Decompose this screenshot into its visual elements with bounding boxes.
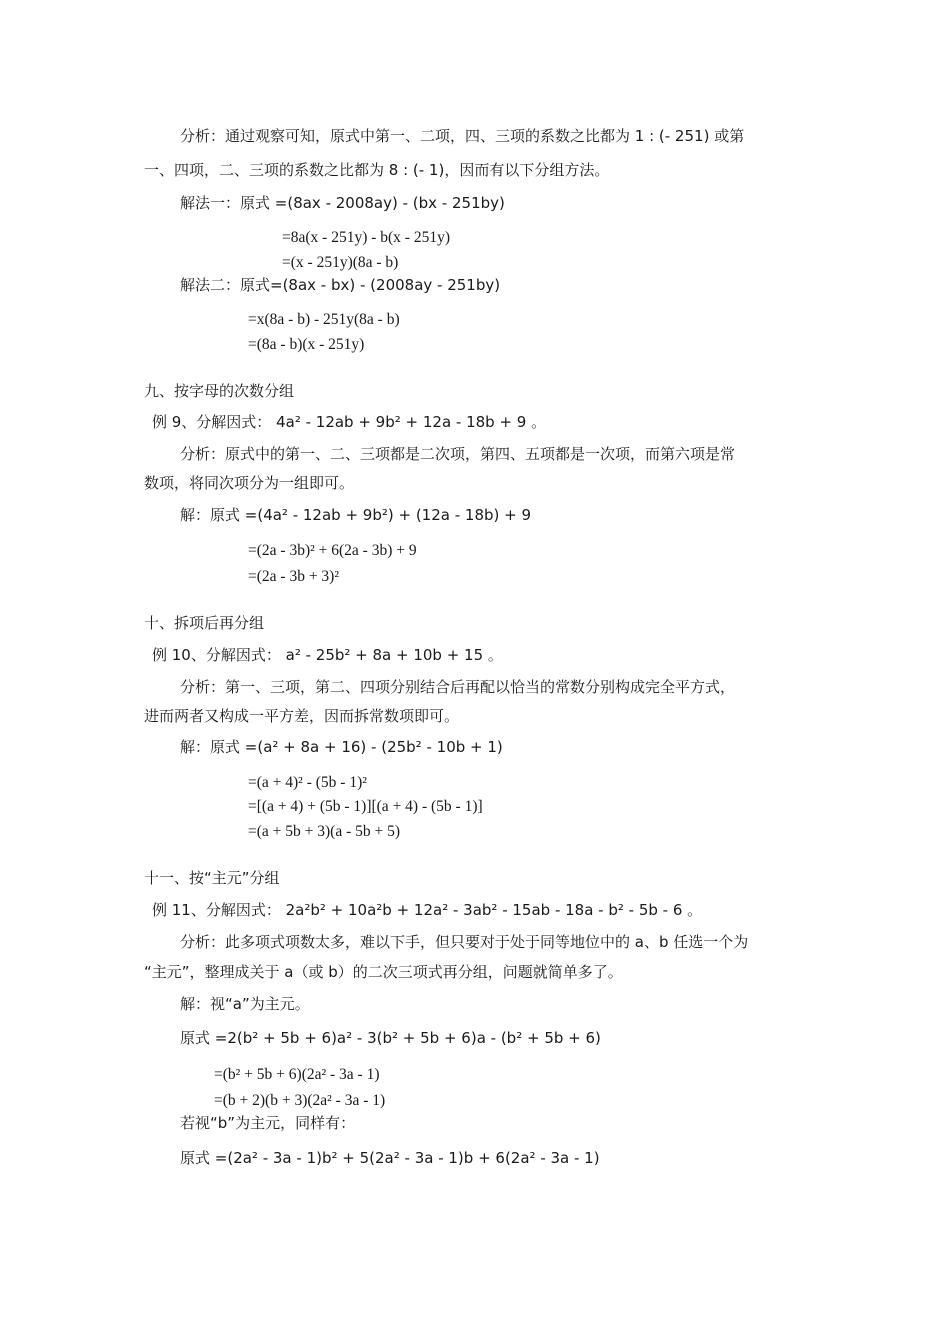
example-11: 例 11、分解因式： 2a²b² + 10a²b + 12a² - 3ab² - 15ab - 18a - b² - 5b - 6 。 — [152, 901, 703, 919]
solution-9-step-2: =(2a - 3b + 3)² — [248, 568, 339, 585]
analysis-9-line-2: 数项，将同次项分为一组即可。 — [144, 474, 355, 492]
alternative-main-variable: 若视“b”为主元，同样有： — [180, 1114, 356, 1132]
method-one-step-1: =8a(x - 251y) - b(x - 251y) — [282, 229, 451, 246]
method-two-line: 解法二：原式=(8ax - bx) - (2008ay - 251by) — [180, 276, 501, 294]
section-heading-10: 十、拆项后再分组 — [144, 614, 265, 632]
section-heading-9: 九、按字母的次数分组 — [144, 382, 295, 400]
solution-10-step-2: =[(a + 4) + (5b - 1)][(a + 4) - (5b - 1)] — [248, 798, 483, 815]
analysis-9-line-1: 分析：原式中的第一、二、三项都是二次项，第四、五项都是一次项，而第六项是常 — [180, 445, 736, 463]
solution-11-step-3: =(b + 2)(b + 3)(2a² - 3a - 1) — [214, 1092, 386, 1109]
analysis-10-line-2: 进而两者又构成一平方差，因而拆常数项即可。 — [144, 707, 460, 725]
method-two-step-1: =x(8a - b) - 251y(8a - b) — [248, 311, 400, 328]
analysis-line-2: 一、四项，二、三项的系数之比都为 8 : (- 1)，因而有以下分组方法。 — [144, 161, 610, 179]
section-heading-11: 十一、按“主元”分组 — [144, 869, 280, 887]
solution-10-line: 解：原式 =(a² + 8a + 16) - (25b² - 10b + 1) — [180, 738, 503, 756]
method-two-step-2: =(8a - b)(x - 251y) — [248, 336, 365, 353]
example-10: 例 10、分解因式： a² - 25b² + 8a + 10b + 15 。 — [152, 646, 503, 664]
analysis-11-line-2: “主元”，整理成关于 a（或 b）的二次三项式再分组，问题就简单多了。 — [144, 963, 623, 981]
solution-11-step-1: 原式 =2(b² + 5b + 6)a² - 3(b² + 5b + 6)a - (b² + 5b + 6) — [180, 1029, 601, 1047]
analysis-line-1: 分析：通过观察可知，原式中第一、二项，四、三项的系数之比都为 1 : (- 251) 或第 — [180, 127, 745, 145]
solution-9-step-1: =(2a - 3b)² + 6(2a - 3b) + 9 — [248, 542, 417, 559]
alternative-step-1: 原式 =(2a² - 3a - 1)b² + 5(2a² - 3a - 1)b + 6(2a² - 3a - 1) — [180, 1149, 600, 1167]
example-9: 例 9、分解因式： 4a² - 12ab + 9b² + 12a - 18b + 9 。 — [152, 413, 547, 431]
analysis-11-line-1: 分析：此多项式项数太多，难以下手，但只要对于处于同等地位中的 a、b 任选一个为 — [180, 933, 749, 951]
method-one-step-2: =(x - 251y)(8a - b) — [282, 254, 399, 271]
solution-9-line: 解：原式 =(4a² - 12ab + 9b²) + (12a - 18b) + 9 — [180, 506, 532, 524]
solution-10-step-1: =(a + 4)² - (5b - 1)² — [248, 774, 367, 791]
solution-11-line: 解：视“a”为主元。 — [180, 995, 310, 1013]
solution-10-step-3: =(a + 5b + 3)(a - 5b + 5) — [248, 823, 401, 840]
analysis-10-line-1: 分析：第一、三项，第二、四项分别结合后再配以恰当的常数分别构成完全平方式， — [180, 678, 736, 696]
solution-11-step-2: =(b² + 5b + 6)(2a² - 3a - 1) — [214, 1066, 380, 1083]
method-one-line: 解法一：原式 =(8ax - 2008ay) - (bx - 251by) — [180, 194, 505, 212]
